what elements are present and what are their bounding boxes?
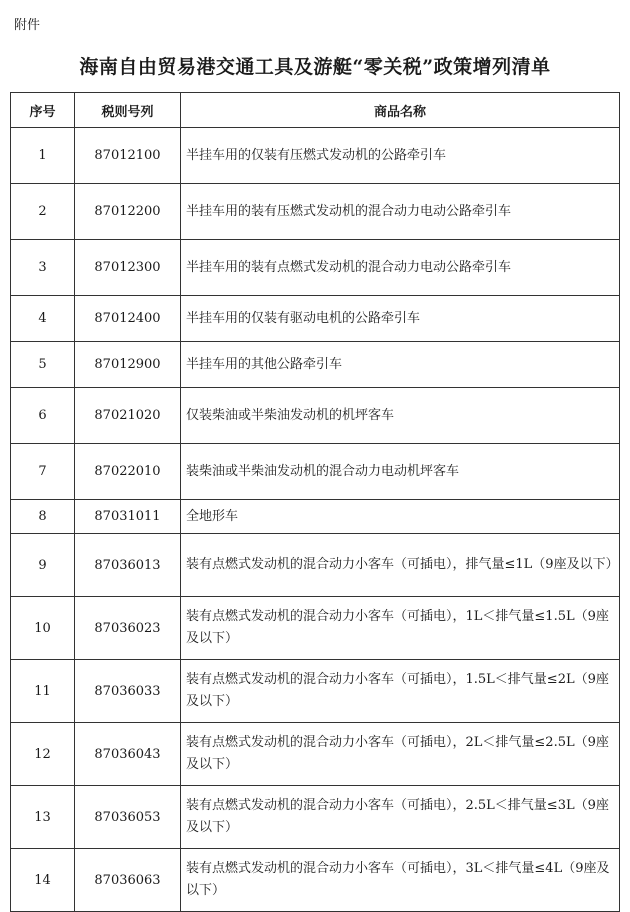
table-row bbox=[11, 534, 620, 597]
row-seq: 9 bbox=[11, 534, 75, 597]
row-seq: 7 bbox=[11, 444, 75, 500]
table-row bbox=[11, 296, 620, 342]
row-code: 87021020 bbox=[75, 388, 181, 444]
row-name: 半挂车用的其他公路牵引车 bbox=[181, 342, 620, 388]
row-seq: 5 bbox=[11, 342, 75, 388]
row-name: 装有点燃式发动机的混合动力小客车（可插电），1L＜排气量≤1.5L（9座及以下） bbox=[181, 597, 620, 660]
row-name: 半挂车用的装有压燃式发动机的混合动力电动公路牵引车 bbox=[181, 184, 620, 240]
row-seq: 4 bbox=[11, 296, 75, 342]
document-title: 海南自由贸易港交通工具及游艇“零关税”政策增列清单 bbox=[79, 56, 551, 78]
row-seq: 1 bbox=[11, 128, 75, 184]
table-row bbox=[11, 444, 620, 500]
table-row bbox=[11, 597, 620, 660]
row-name: 半挂车用的装有点燃式发动机的混合动力电动公路牵引车 bbox=[181, 240, 620, 296]
row-name: 装有点燃式发动机的混合动力小客车（可插电），2.5L＜排气量≤3L（9座及以下） bbox=[181, 786, 620, 849]
row-code: 87012900 bbox=[75, 342, 181, 388]
table-row bbox=[11, 128, 620, 184]
row-code: 87012300 bbox=[75, 240, 181, 296]
row-code: 87012400 bbox=[75, 296, 181, 342]
header-name: 商品名称 bbox=[181, 93, 620, 128]
row-seq: 10 bbox=[11, 597, 75, 660]
row-name: 装有点燃式发动机的混合动力小客车（可插电），排气量≤1L（9座及以下） bbox=[181, 534, 620, 597]
row-seq: 3 bbox=[11, 240, 75, 296]
row-name: 装有点燃式发动机的混合动力小客车（可插电），2L＜排气量≤2.5L（9座及以下） bbox=[181, 723, 620, 786]
row-code: 87012100 bbox=[75, 128, 181, 184]
row-seq: 14 bbox=[11, 849, 75, 912]
row-seq: 13 bbox=[11, 786, 75, 849]
table-row bbox=[11, 786, 620, 849]
table-row bbox=[11, 660, 620, 723]
row-code: 87036023 bbox=[75, 597, 181, 660]
row-seq: 12 bbox=[11, 723, 75, 786]
header-code: 税则号列 bbox=[75, 93, 181, 128]
table-row bbox=[11, 849, 620, 912]
row-seq: 2 bbox=[11, 184, 75, 240]
row-code: 87031011 bbox=[75, 500, 181, 534]
table-row bbox=[11, 500, 620, 534]
row-code: 87036053 bbox=[75, 786, 181, 849]
table-row bbox=[11, 342, 620, 388]
row-code: 87036033 bbox=[75, 660, 181, 723]
row-name: 装有点燃式发动机的混合动力小客车（可插电），3L＜排气量≤4L（9座及以下） bbox=[181, 849, 620, 912]
attachment-label: 附件 bbox=[14, 18, 41, 33]
row-code: 87036043 bbox=[75, 723, 181, 786]
row-seq: 6 bbox=[11, 388, 75, 444]
row-name: 装柴油或半柴油发动机的混合动力电动机坪客车 bbox=[181, 444, 620, 500]
table-row bbox=[11, 388, 620, 444]
row-name: 仅装柴油或半柴油发动机的机坪客车 bbox=[181, 388, 620, 444]
row-code: 87036013 bbox=[75, 534, 181, 597]
row-code: 87022010 bbox=[75, 444, 181, 500]
row-name: 装有点燃式发动机的混合动力小客车（可插电），1.5L＜排气量≤2L（9座及以下） bbox=[181, 660, 620, 723]
row-name: 半挂车用的仅装有驱动电机的公路牵引车 bbox=[181, 296, 620, 342]
table-row bbox=[11, 723, 620, 786]
table-header-row bbox=[11, 93, 620, 128]
row-code: 87036063 bbox=[75, 849, 181, 912]
header-seq: 序号 bbox=[11, 93, 75, 128]
row-name: 全地形车 bbox=[181, 500, 620, 534]
row-seq: 11 bbox=[11, 660, 75, 723]
row-seq: 8 bbox=[11, 500, 75, 534]
row-code: 87012200 bbox=[75, 184, 181, 240]
row-name: 半挂车用的仅装有压燃式发动机的公路牵引车 bbox=[181, 128, 620, 184]
table-row bbox=[11, 240, 620, 296]
table-row bbox=[11, 184, 620, 240]
tariff-list-table bbox=[10, 92, 620, 912]
